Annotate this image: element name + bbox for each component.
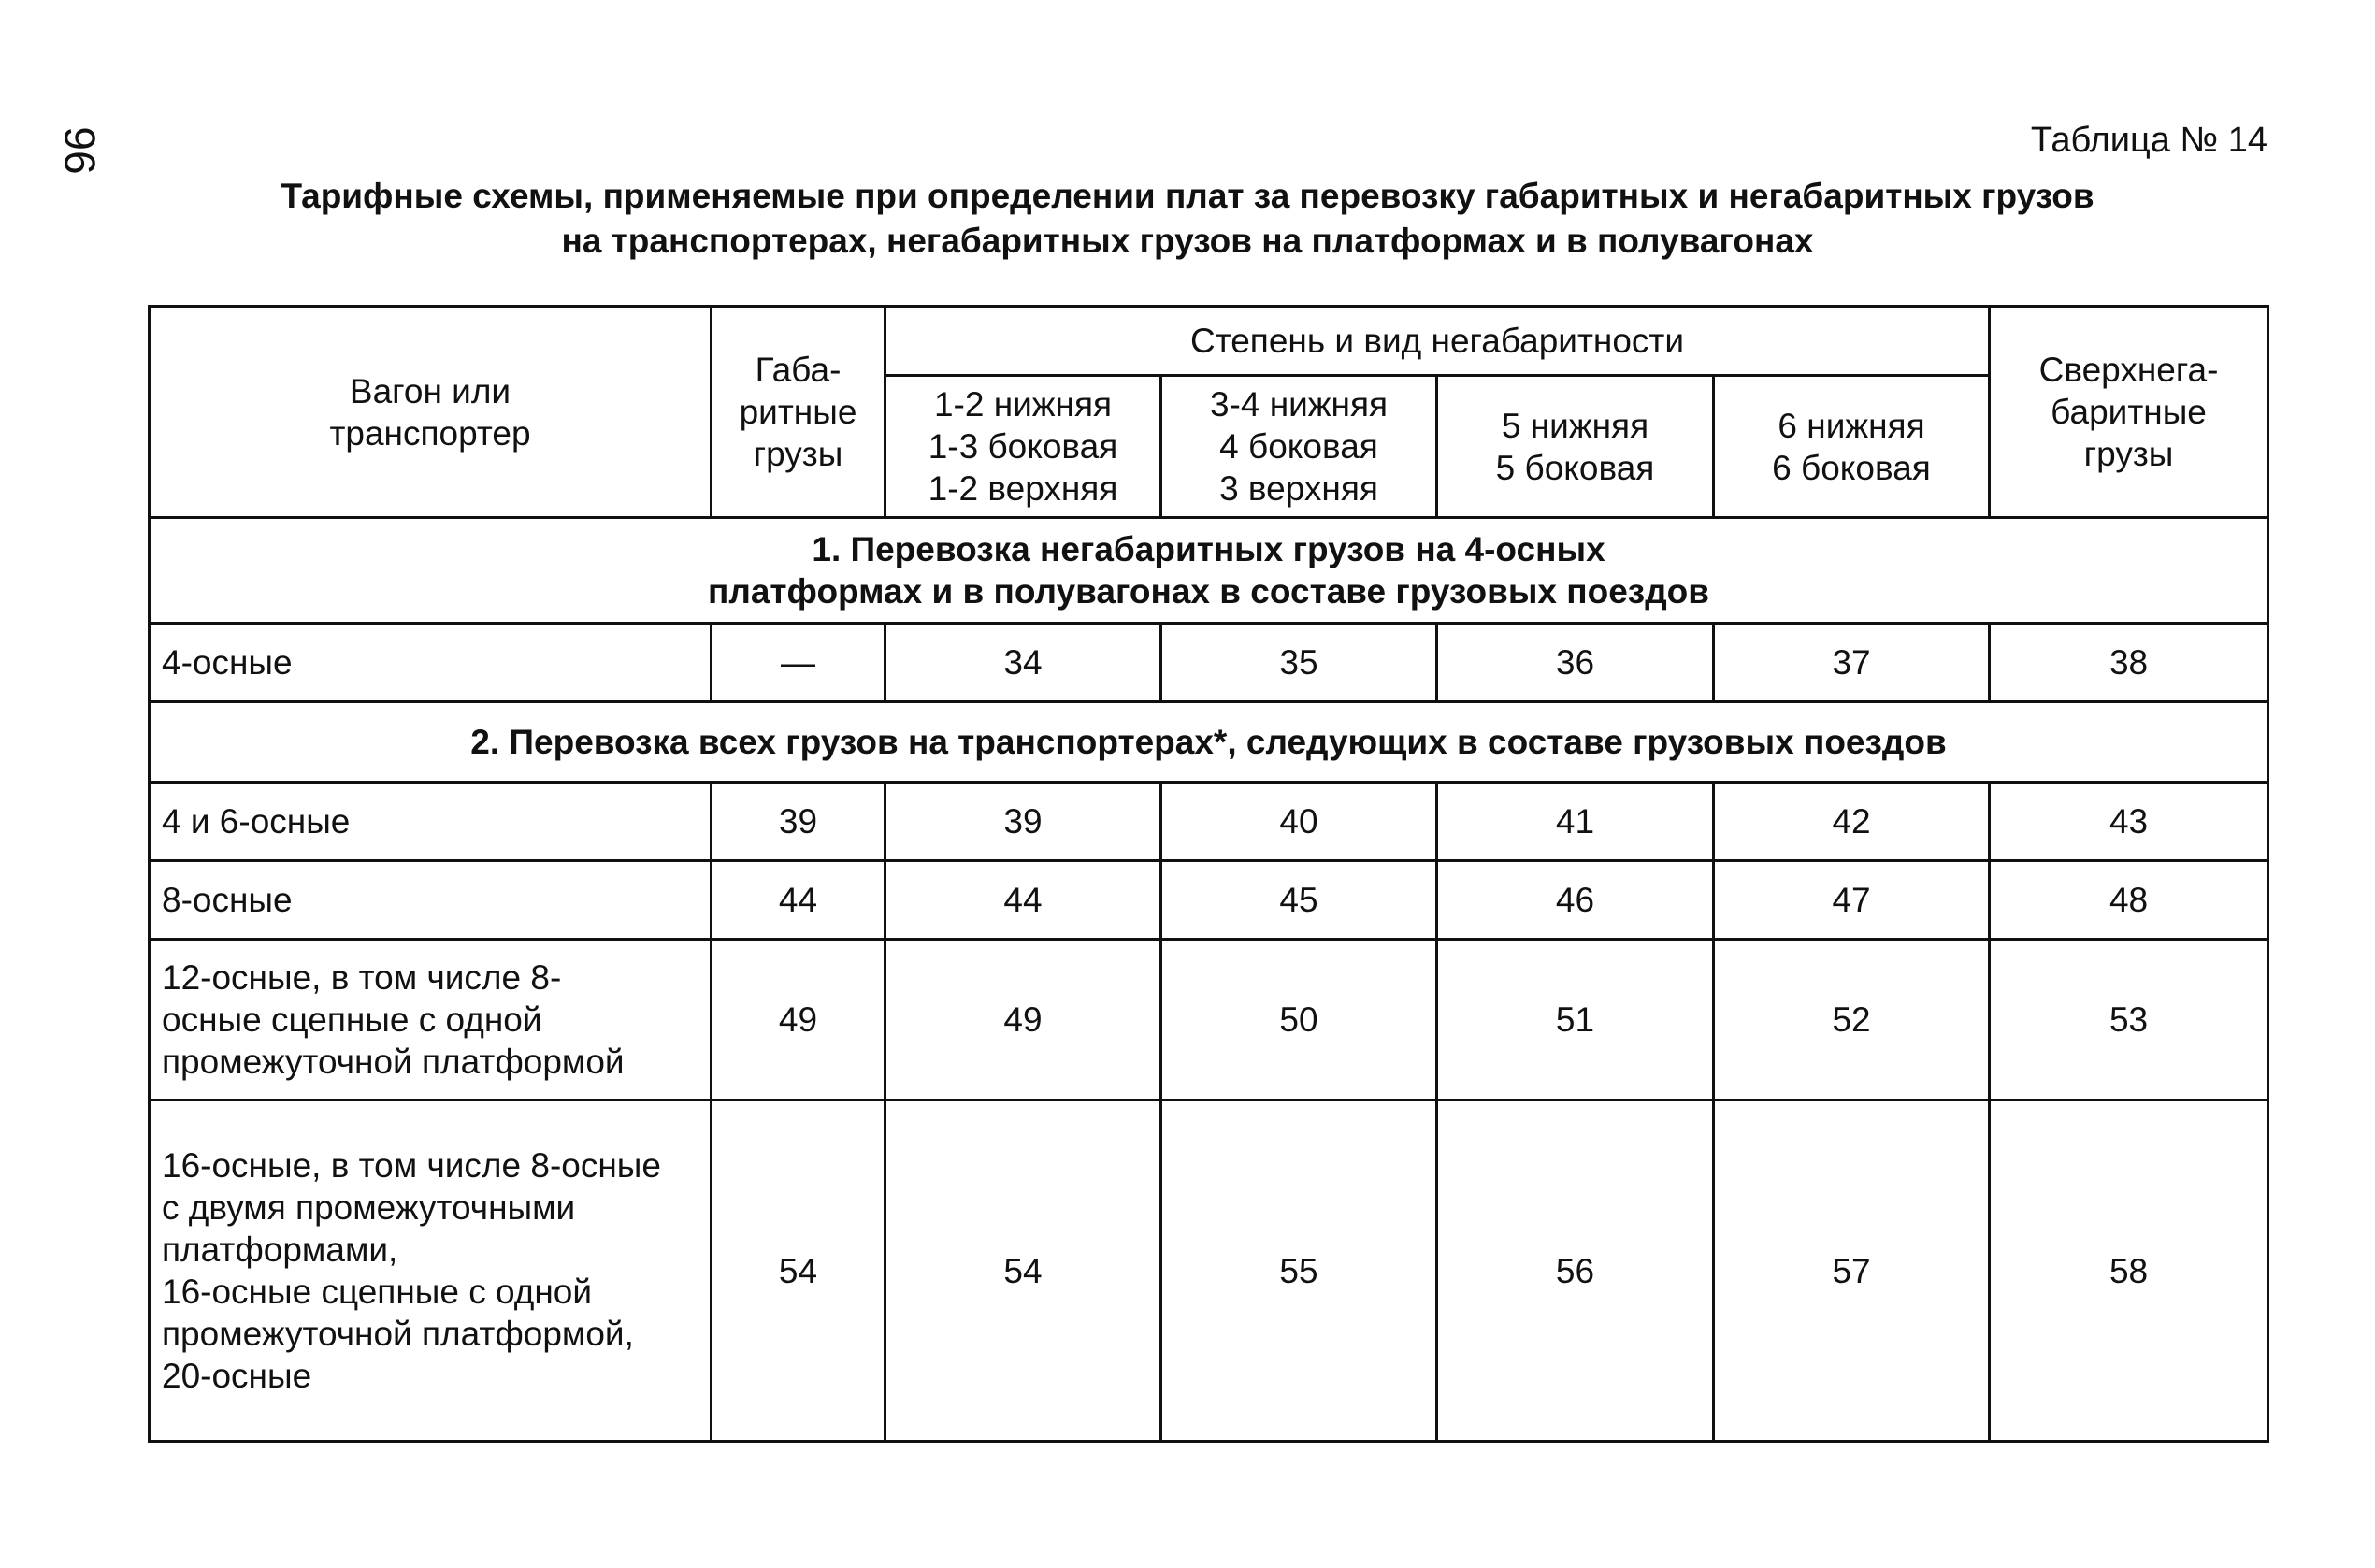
value-cell: 56 [1437,1100,1714,1442]
header-line: баритные [2051,393,2207,431]
degree-header [1437,376,1714,518]
value-cell: 43 [1990,783,2268,861]
value-cell: 39 [885,783,1161,861]
value-cell: 46 [1437,861,1714,940]
value-cell: 45 [1161,861,1437,940]
header-line: грузы [753,435,843,473]
degree-header [1161,376,1437,518]
header-line: транспортер [329,413,531,453]
wagon-cell [150,624,712,702]
section-title [150,518,2268,624]
wagon-line: промежуточной платформой, [162,1315,634,1353]
wagon-cell [150,783,712,861]
table-title [150,174,2225,264]
table-number: Таблица № 14 [2030,121,2267,160]
header-line: 5 боковая [1495,448,1655,487]
value-cell: 57 [1714,1100,1990,1442]
wagon-line: осные сцепные с одной [162,1000,542,1039]
value-cell: 50 [1161,940,1437,1100]
wagon-line: 16-осные, в том числе 8-осные [162,1146,661,1185]
header-line: 1-2 нижняя [933,385,1113,424]
table-row [150,624,2268,702]
header-line: грузы [2083,435,2174,473]
value-cell: 35 [1161,624,1437,702]
section-title-line: платформах и в полувагонах в составе грузовых поездов [708,572,1710,611]
section-row [150,702,2268,783]
header-line: 4 боковая [1219,427,1378,466]
wagon-cell [150,1100,712,1442]
degree-header [885,376,1161,518]
value-cell: 44 [712,861,885,940]
table-row [150,1100,2268,1442]
header-line: 1-2 верхняя [928,469,1118,508]
wagon-line: 16-осные сцепные с одной [162,1273,593,1311]
wagon-line: 12-осные, в том числе 8- [162,958,562,997]
value-cell: 40 [1161,783,1437,861]
value-cell: 36 [1437,624,1714,702]
value-cell: 38 [1990,624,2268,702]
page-number: 96 [55,126,105,175]
header-line: Габа- [755,351,842,389]
value-cell: 53 [1990,940,2268,1100]
super-column-header [1990,307,2268,518]
title-line: Тарифные схемы, применяемые при определении плат за перевозку габаритных и негабаритных грузов [281,177,2094,215]
gabaritnye-column-header [712,307,885,518]
value-cell: 49 [712,940,885,1100]
wagon-cell [150,861,712,940]
value-cell: 44 [885,861,1161,940]
table-row [150,861,2268,940]
header-line: 6 нижняя [1778,406,1925,445]
header-line: 3-4 нижняя [1209,385,1389,424]
table-row [150,940,2268,1100]
header-row [150,307,2268,376]
value-cell: 54 [712,1100,885,1442]
value-cell: 41 [1437,783,1714,861]
wagon-line: 4 и 6-осные [162,802,351,841]
title-line: на транспортерах, негабаритных грузов на платформах и в полувагонах [561,222,1814,260]
section-title [150,702,2268,783]
value-cell: 58 [1990,1100,2268,1442]
wagon-line: 4-осные [162,643,293,682]
section-title-line: 1. Перевозка негабаритных грузов на 4-осных [812,530,1605,568]
wagon-line: платформами, [162,1230,398,1269]
wagon-line: 20-осные [162,1357,312,1395]
value-cell: 55 [1161,1100,1437,1442]
value-cell: 49 [885,940,1161,1100]
value-cell: 42 [1714,783,1990,861]
header-line: 6 боковая [1772,448,1931,487]
value-cell: 39 [712,783,885,861]
value-cell: 52 [1714,940,1990,1100]
wagon-column-header [150,307,712,518]
header-line: 5 нижняя [1501,406,1649,445]
header-line: ритные [739,393,857,431]
section-row [150,518,2268,624]
value-cell: 37 [1714,624,1990,702]
wagon-line: с двумя промежуточными [162,1188,576,1227]
degree-group-header: Степень и вид негабаритности [885,307,1990,376]
header-line: 3 верхняя [1219,469,1378,508]
header-line: Сверхнега- [2038,351,2219,389]
header-line: 1-3 боковая [928,427,1118,466]
value-cell: — [712,624,885,702]
header-line: Вагон или [349,371,511,410]
value-cell: 34 [885,624,1161,702]
wagon-cell [150,940,712,1100]
section-title-line: 2. Перевозка всех грузов на транспортерах*, следующих в составе грузовых поездов [470,723,1947,761]
value-cell: 47 [1714,861,1990,940]
value-cell: 54 [885,1100,1161,1442]
value-cell: 51 [1437,940,1714,1100]
tariff-table [148,305,2269,1443]
value-cell: 48 [1990,861,2268,940]
wagon-line: промежуточной платформой [162,1043,625,1081]
wagon-line: 8-осные [162,881,293,919]
degree-header [1714,376,1990,518]
table-row [150,783,2268,861]
